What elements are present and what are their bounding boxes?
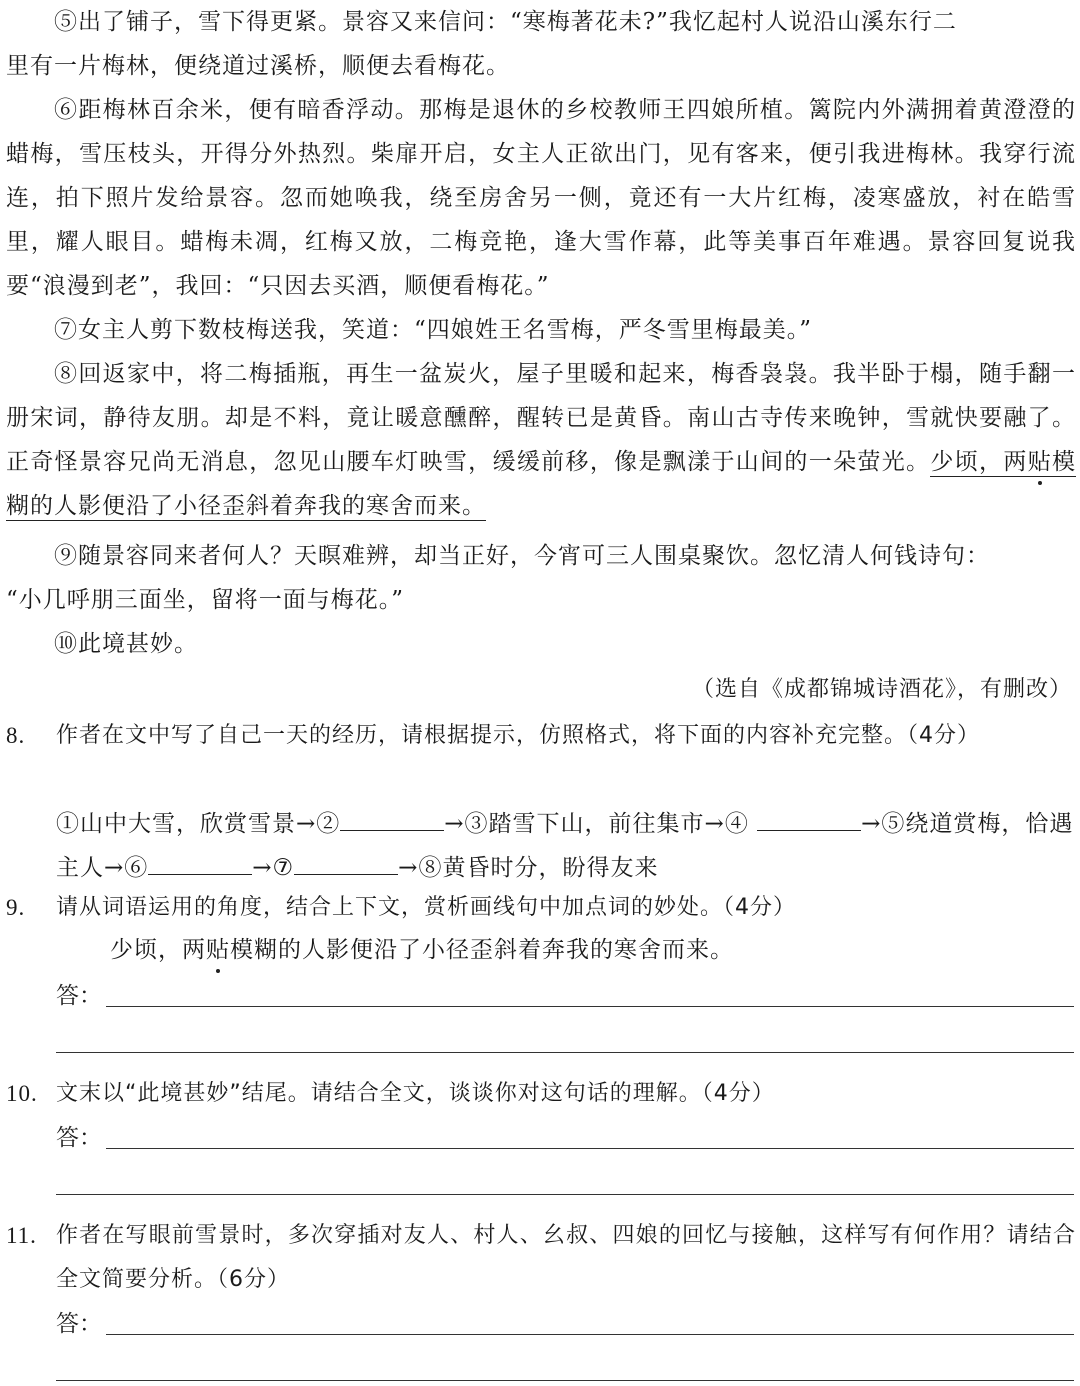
question-11-number: 11. xyxy=(6,1223,37,1248)
blank-6[interactable] xyxy=(148,852,252,875)
paragraph-6: ⑥距梅林百余米，便有暗香浮动。那梅是退休的乡校教师王四娘所植。篱院内外满拥着黄澄澄的蜡梅，雪压枝头，开得分外热烈。柴扉开启，女主人正欲出门，见有客来，便引我进梅林。我穿行流连，拍下照片发给景容。忽而她唤我，绕至房舍另一侧，竟还有一大片红梅，凌寒盛放，衬在皓雪里，耀人眼目。蜡梅未凋，红梅又放，二梅竞艳，逢大雪作幕，此等美事百年难遇。景容回复说我要“浪漫到老”，我回：“只因去买酒，顺便看梅花。” xyxy=(6,97,1076,299)
question-8-number: 8. xyxy=(6,723,26,748)
blank-7[interactable] xyxy=(294,852,398,875)
question-9-answer-line-1[interactable] xyxy=(106,1006,1074,1007)
question-11-answer-line-1[interactable] xyxy=(106,1334,1074,1335)
question-9-number: 9. xyxy=(6,895,26,920)
question-10-answer-line-2[interactable] xyxy=(56,1194,1074,1195)
paragraph-8-text: ⑧回返家中，将二梅插瓶，再生一盆炭火，屋子里暖和起来，梅香袅袅。我半卧于榻，随手翻一册宋词，静待友朋。却是不料，竟让暖意醺醉，醒转已是黄昏。南山古寺传来晚钟，雪就快要融了。正奇怪景容兄尚无消息，忽见山腰车灯映雪，缓缓前移，像是飘漾于山间的一朵萤光。 xyxy=(6,361,1076,475)
blank-4[interactable] xyxy=(757,808,861,831)
question-9-text: 请从词语运用的角度，结合上下文，赏析画线句中加点词的妙处。（4分） xyxy=(56,895,796,920)
blank-2[interactable] xyxy=(340,808,444,831)
flow-step-1: ①山中大雪，欣赏雪景→② xyxy=(56,811,341,837)
question-8-flow xyxy=(56,802,1076,890)
question-10-text: 文末以“此境甚妙”结尾。请结合全文，谈谈你对这句话的理解。（4分） xyxy=(56,1081,775,1106)
underlined-part-b: 模糊的人影便沿了小径歪斜着奔我的寒舍而来。 xyxy=(6,449,1077,519)
underlined-part-a: 少顷，两 xyxy=(930,449,1028,475)
paragraph-9-line-2: “小几呼朋三面坐，留将一面与梅花。” xyxy=(6,587,405,613)
paragraph-5-line-2: 里有一片梅林，便绕道过溪桥，顺便去看梅花。 xyxy=(6,53,510,79)
source-citation: （选自《成都锦城诗酒花》，有删改） xyxy=(691,677,1072,702)
question-9-answer-label: 答： xyxy=(56,983,102,1009)
flow-step-5: →⑤绕道赏梅，恰遇主人→⑥ xyxy=(56,811,1074,881)
question-9-answer-line-2[interactable] xyxy=(56,1052,1074,1053)
paragraph-9-line-1: ⑨随景容同来者何人？天暝难辨，却当正好，今宵可三人围桌聚饮。忽忆清人何钱诗句： xyxy=(54,543,990,569)
flow-step-7: →⑦ xyxy=(252,855,295,881)
flow-step-8: →⑧黄昏时分，盼得友来 xyxy=(398,855,659,881)
question-11-text: 作者在写眼前雪景时，多次穿插对友人、村人、幺叔、四娘的回忆与接触，这样写有何作用？请结合全文简要分析。（6分） xyxy=(56,1223,1076,1292)
question-11-answer-line-2[interactable] xyxy=(56,1380,1074,1381)
quote-emphasis-dot-char: 贴 xyxy=(206,937,230,963)
question-9-quote xyxy=(110,928,734,972)
question-10-number: 10. xyxy=(6,1081,38,1106)
question-10-answer-line-1[interactable] xyxy=(106,1148,1074,1149)
paragraph-10: ⑩此境甚妙。 xyxy=(54,631,198,657)
question-10-answer-label: 答： xyxy=(56,1125,102,1151)
paragraph-5-line-1: ⑤出了铺子，雪下得更紧。景容又来信问：“寒梅著花未?”我忆起村人说沿山溪东行二 xyxy=(54,9,957,35)
paragraph-7: ⑦女主人剪下数枝梅送我，笑道：“四娘姓王名雪梅，严冬雪里梅最美。” xyxy=(54,317,813,343)
paragraph-8 xyxy=(6,352,1076,528)
quote-part-b: 模糊的人影便沿了小径歪斜着奔我的寒舍而来。 xyxy=(230,937,734,963)
question-8-text: 作者在文中写了自己一天的经历，请根据提示，仿照格式，将下面的内容补充完整。（4分） xyxy=(56,723,981,748)
emphasis-dot-char: 贴 xyxy=(1027,449,1053,475)
quote-part-a: 少顷，两 xyxy=(110,937,206,963)
question-11-answer-label: 答： xyxy=(56,1311,102,1337)
flow-step-3: →③踏雪下山，前往集市→④ xyxy=(444,811,758,837)
